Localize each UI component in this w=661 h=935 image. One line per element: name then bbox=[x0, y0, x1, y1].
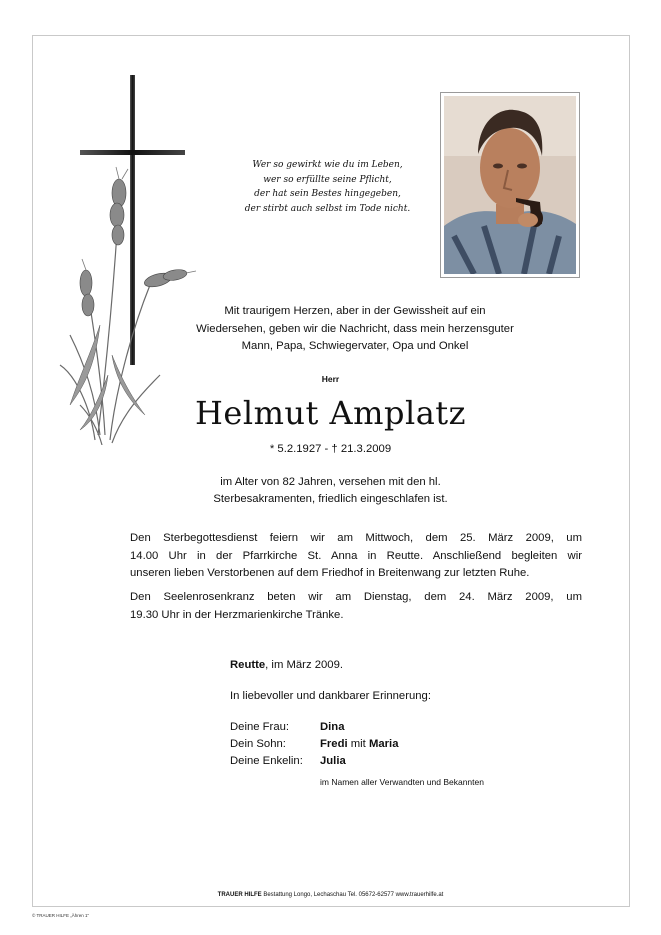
rosary-line: Den Seelenrosenkranz beten wir am Dienstag, dem 24. März 2009, um bbox=[130, 591, 582, 603]
cross-with-wheat-icon bbox=[50, 75, 200, 445]
poem-line: der hat sein Bestes hingegeben, bbox=[254, 189, 401, 199]
family-name: Julia bbox=[320, 755, 346, 767]
funeral-line: unseren lieben Verstorbenen auf dem Friedhof in Breitenwang zur letzten Ruhe. bbox=[130, 567, 530, 579]
age-line: Sterbesakramenten, friedlich eingeschlafen ist. bbox=[213, 492, 448, 505]
memory-line: In liebevoller und dankbarer Erinnerung: bbox=[230, 690, 431, 702]
intro-text bbox=[150, 303, 560, 356]
relatives-note: im Namen aller Verwandten und Bekannten bbox=[320, 777, 484, 787]
poem-line: wer so erfüllte seine Pflicht, bbox=[263, 174, 392, 185]
life-dates: * 5.2.1927 - † 21.3.2009 bbox=[269, 443, 392, 455]
intro-line: Wiedersehen, geben wir die Nachricht, dass mein herzensguter bbox=[196, 322, 514, 335]
salutation: Herr bbox=[321, 374, 340, 384]
age-text bbox=[0, 474, 661, 507]
corner-note: © TRAUER HILFE „Ähren 1“ bbox=[32, 913, 89, 918]
family-joiner: mit bbox=[347, 738, 369, 750]
footer-text: Bestattung Longo, Lechaschau Tel. 05672-62577 www.trauerhilfe.at bbox=[261, 892, 444, 898]
age-line: im Alter von 82 Jahren, versehen mit den hl. bbox=[220, 476, 441, 488]
deceased-name: Helmut Amplatz bbox=[194, 394, 467, 432]
family-partner: Maria bbox=[368, 738, 399, 750]
portrait-photo bbox=[440, 92, 580, 278]
poem-line: Wer so gewirkt wie du im Leben, bbox=[252, 160, 403, 170]
rosary-paragraph bbox=[130, 589, 582, 624]
footer-brand: TRAUER HILFE bbox=[217, 892, 262, 898]
place-date bbox=[230, 659, 343, 671]
family-name: Fredi bbox=[320, 738, 348, 750]
intro-line: Mit traurigem Herzen, aber in der Gewissheit auf ein bbox=[224, 305, 486, 317]
place-name: Reutte bbox=[230, 659, 266, 671]
intro-line: Mann, Papa, Schwiegervater, Opa und Onkel bbox=[241, 340, 469, 352]
family-relation: Deine Frau: bbox=[230, 721, 290, 733]
family-name: Dina bbox=[320, 721, 345, 733]
place-date-text: , im März 2009. bbox=[265, 659, 344, 671]
poem-line: der stirbt auch selbst im Tode nicht. bbox=[244, 203, 411, 214]
funeral-line: Den Sterbegottesdienst feiern wir am Mittwoch, dem 25. März 2009, um bbox=[130, 532, 582, 544]
rosary-line: 19.30 Uhr in der Herzmarienkirche Tränke. bbox=[130, 608, 344, 621]
footer bbox=[0, 892, 661, 898]
funeral-paragraph bbox=[130, 530, 582, 583]
poem bbox=[205, 158, 450, 216]
funeral-line: 14.00 Uhr in der Pfarrkirche St. Anna in Reutte. Anschließend begleiten wir bbox=[130, 549, 582, 562]
family-relation: Deine Enkelin: bbox=[230, 755, 303, 767]
family-relation: Dein Sohn: bbox=[230, 738, 286, 750]
